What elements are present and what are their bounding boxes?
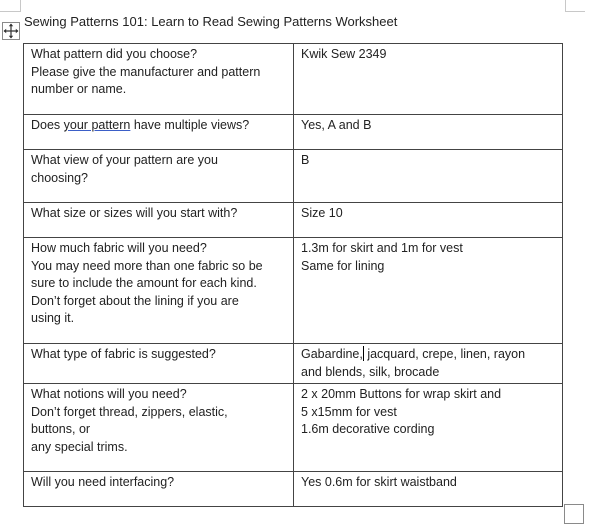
answer-text: 1.6m decorative cording	[301, 422, 435, 437]
question-cell[interactable]	[24, 384, 294, 472]
question-cell[interactable]	[24, 472, 294, 507]
answer-cell[interactable]	[294, 344, 563, 384]
answer-text: Kwik Sew 2349	[301, 47, 387, 61]
question-text: Please give the manufacturer and pattern	[31, 64, 261, 79]
question-text: You may need more than one fabric so be	[31, 258, 263, 273]
answer-text: 1.3m for skirt and 1m for vest	[301, 241, 463, 255]
question-cell[interactable]	[24, 203, 294, 238]
question-text: What size or sizes will you start with?	[31, 206, 238, 220]
move-arrows-icon	[3, 23, 19, 39]
question-text: How much fabric will you need?	[31, 241, 207, 255]
answer-cell[interactable]	[294, 238, 563, 344]
answer-text: 2 x 20mm Buttons for wrap skirt and	[301, 387, 502, 402]
question-text: What type of fabric is suggested?	[31, 347, 216, 361]
answer-text: Yes, A and B	[301, 118, 372, 132]
answer-cell[interactable]	[294, 472, 563, 507]
question-text	[31, 117, 286, 135]
page-corner-mark-top-left-v	[20, 0, 21, 12]
table-row	[24, 44, 563, 115]
question-cell[interactable]	[24, 344, 294, 384]
answer-text	[301, 346, 555, 364]
question-text: What pattern did you choose?	[31, 47, 198, 61]
table-row	[24, 472, 563, 507]
question-cell[interactable]	[24, 238, 294, 344]
question-text: any special trims.	[31, 439, 128, 454]
question-cell[interactable]	[24, 115, 294, 150]
answer-text: Same for lining	[301, 258, 385, 273]
question-text: Will you need interfacing?	[31, 475, 175, 490]
answer-text-start: Gabardine,	[301, 347, 363, 361]
question-text-end: have multiple views?	[130, 118, 250, 132]
answer-cell[interactable]	[294, 203, 563, 238]
answer-cell[interactable]	[294, 384, 563, 472]
question-text-start: Does	[31, 118, 64, 132]
table-row	[24, 203, 563, 238]
answer-cell[interactable]	[294, 44, 563, 115]
question-text: Don’t forget thread, zippers, elastic,	[31, 404, 228, 419]
question-cell[interactable]	[24, 150, 294, 203]
page-corner-mark-top-left-h	[0, 11, 20, 12]
question-cell[interactable]	[24, 44, 294, 115]
answer-text: Size 10	[301, 206, 343, 220]
spelling-flagged-text[interactable]: your pattern	[63, 118, 131, 132]
table-resize-handle[interactable]	[564, 504, 584, 524]
answer-text: B	[301, 153, 310, 167]
table-row	[24, 344, 563, 384]
table-row	[24, 384, 563, 472]
question-text: buttons, or	[31, 422, 91, 437]
question-text: choosing?	[31, 170, 88, 185]
table-row	[24, 150, 563, 203]
question-text: What notions will you need?	[31, 387, 187, 402]
question-text: using it.	[31, 311, 75, 326]
answer-cell[interactable]	[294, 150, 563, 203]
answer-cell[interactable]	[294, 115, 563, 150]
answer-text-end: jacquard, crepe, linen, rayon	[363, 347, 526, 361]
page-corner-mark-top-right-v	[565, 0, 566, 12]
document-title: Sewing Patterns 101: Learn to Read Sewing Patterns Worksheet	[24, 14, 398, 29]
answer-text: 5 x15mm for vest	[301, 404, 397, 419]
page-corner-mark-top-right-h	[565, 11, 585, 12]
question-text: number or name.	[31, 82, 127, 97]
table-row	[24, 238, 563, 344]
question-text: sure to include the amount for each kind.	[31, 276, 257, 291]
table-row	[24, 115, 563, 150]
answer-text: Yes 0.6m for skirt waistband	[301, 475, 457, 490]
question-text: Don’t forget about the lining if you are	[31, 293, 239, 308]
worksheet-table[interactable]	[23, 43, 563, 507]
question-text: What view of your pattern are you	[31, 153, 218, 167]
table-move-handle[interactable]	[2, 22, 20, 40]
answer-text: and blends, silk, brocade	[301, 364, 440, 379]
